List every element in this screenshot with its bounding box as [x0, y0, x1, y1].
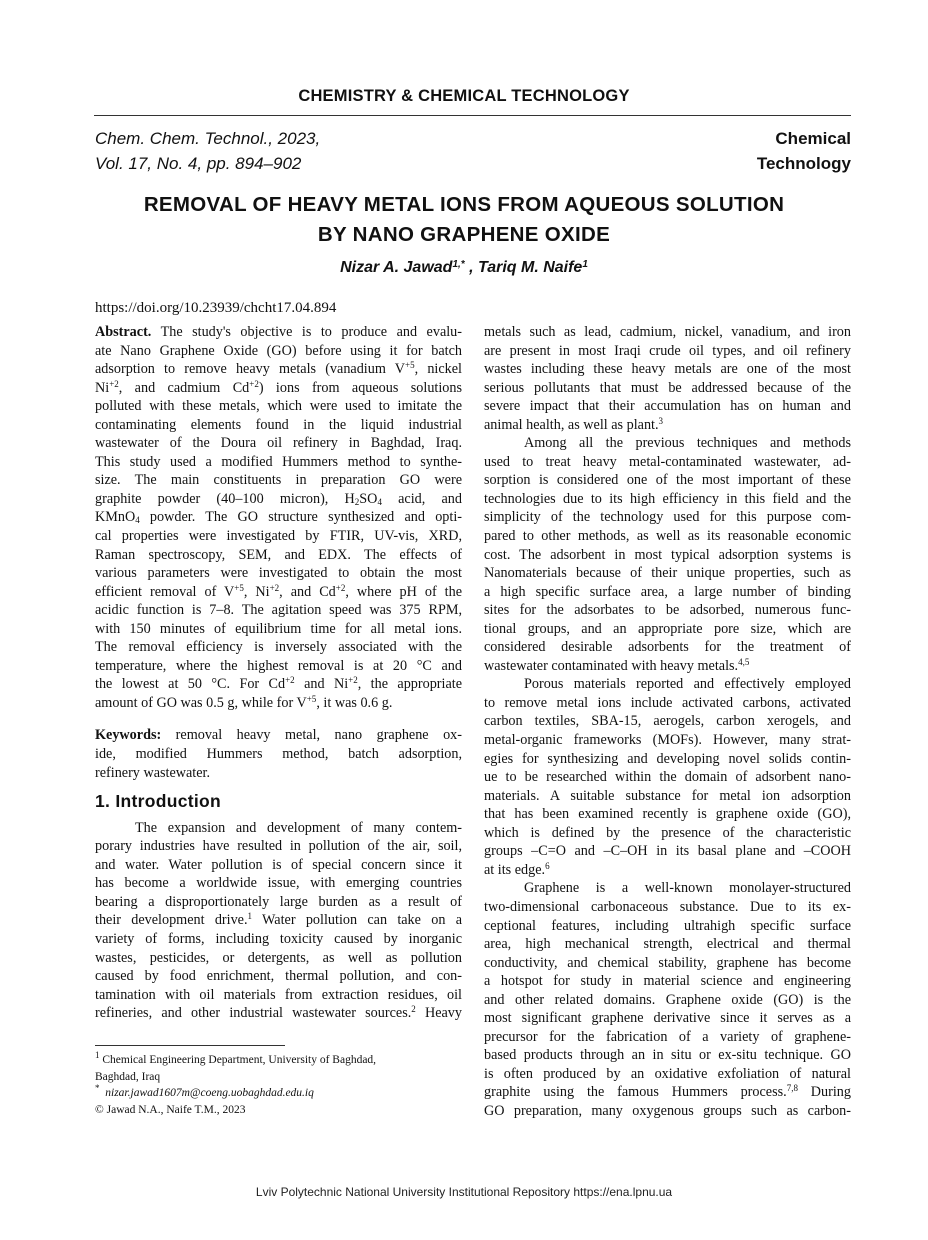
doi-link[interactable]: https://doi.org/10.23939/chcht17.04.894 [95, 300, 337, 316]
body-line: porary industries have resulted in pollution of the air, soil, [95, 838, 462, 855]
header-rule [94, 115, 851, 116]
body-line: precursor for the fabrication of a variety of graphene- [484, 1028, 851, 1045]
body-line: sorption is considered one of the most important of these [484, 472, 851, 489]
body-line: materials. A suitable substance for metal ion adsorption [484, 787, 851, 804]
title-line-1: REMOVAL OF HEAVY METAL IONS FROM AQUEOUS SOLUTION [143, 193, 785, 216]
affiliation-footnote: $^1$ Chemical Engineering Department, University of Baghdad, [95, 1050, 377, 1066]
body-line: graphite using the famous Hummers process.$^{7,8}$ During [484, 1083, 851, 1101]
body-line: tional groups, and an appropriate pore size, which are [484, 620, 851, 637]
author-affiliation-mark: 1 [582, 259, 588, 270]
body-line: wastewater contaminated with heavy metals.$^{4,5}$ [484, 656, 750, 674]
body-line: technologies due to its high efficiency in this field and the [484, 490, 851, 507]
abstract-line: $Ni^{+2}$, and cadmium $Cd^{+2}$) ions from aqueous solutions [95, 378, 463, 396]
abstract-line: polluted with these metals, which were used to imitate the [95, 398, 462, 415]
body-line: are present in most Iraqi crude oil types, and oil refinery [484, 342, 851, 359]
body-line: has become a worldwide issue, with emerging countries [95, 875, 462, 892]
abstract-line: with 150 minutes of equilibrium time for all metal ions. [95, 620, 462, 637]
body-line: a hotspot for study in material science and engineering [484, 973, 851, 990]
email-link[interactable]: nizar.jawad1607m@coeng.uobaghdad.edu.iq [105, 1087, 314, 1099]
body-line: and other related domains. Graphene oxide (GO) is the [484, 991, 851, 1008]
abstract-line: acidic function is 7–8. The agitation speed was 375 RPM, [95, 602, 462, 619]
citation-block [95, 126, 320, 176]
body-line: variety of forms, including toxicity caused by inorganic [95, 930, 462, 947]
footnotes [95, 1052, 376, 1118]
body-line: animal health, as well as plant.$^3$ [484, 415, 664, 433]
body-line: to remove metal ions include activated carbons, activated [484, 694, 851, 711]
body-line: ceptional features, including ultrahigh specific surface [484, 917, 851, 934]
body-line: most significant graphene derivative since it serves as a [484, 1010, 851, 1027]
body-line: metals such as lead, cadmium, nickel, vanadium, and iron [484, 324, 851, 340]
body-line: tamination with oil materials from extraction residues, oil [95, 986, 462, 1003]
abstract-line: The study's objective is to produce and evalu- [151, 324, 462, 340]
copyright-notice: © Jawad N.A., Naife T.M., 2023 [95, 1103, 246, 1116]
abstract-line: contaminating elements found in the liquid industrial [95, 416, 462, 433]
body-line: area, high mechanical strength, electrical and thermal [484, 936, 851, 953]
keywords-line: ide, modified Hummers method, batch adsorption, [95, 746, 462, 763]
body-line: cost. The adsorbent in most typical adsorption systems is [484, 546, 851, 563]
body-line: Nanomaterials because of their unique properties, such as [484, 565, 851, 582]
keywords [95, 726, 462, 782]
introduction-body-left [95, 819, 462, 1023]
body-line: is often produced by an oxidative exfoliation of natural [484, 1065, 851, 1082]
body-line: considered desirable adsorbents for the treatment of [484, 639, 851, 656]
body-line: two-dimensional carbonaceous substance. Due to its ex- [484, 898, 851, 915]
abstract-line: graphite powder (40–100 micron), $H_2SO_4$ acid, and [95, 490, 462, 507]
abstract-line: amount of GO was 0.5 g, while for $V^{+5}$, it was 0.6 g. [95, 693, 393, 711]
repository-footer: Lviv Polytechnic National University Institutional Repository https://ena.lpnu.ua [255, 1185, 673, 1199]
abstract [95, 323, 462, 712]
abstract-line: wastewater of the Doura oil refinery in Baghdad, Iraq. [95, 435, 462, 452]
left-column [95, 323, 462, 1023]
author-affiliation-mark: 1,* [452, 259, 465, 270]
body-line: which is defined by the presence of the characteristic [484, 824, 851, 841]
body-line: ue to be researched within the domain of adsorbent nano- [484, 769, 851, 786]
abstract-line: cal properties were investigated by FTIR, UV-vis, XRD, [95, 528, 462, 545]
citation-line-2: Vol. 17, No. 4, pp. 894–902 [95, 154, 302, 173]
body-line: metal-organic frameworks (MOFs). However, many strat- [484, 732, 851, 749]
keywords-line: removal heavy metal, nano graphene ox- [161, 727, 462, 744]
right-column [484, 323, 851, 1121]
section-line-1: Chemical [775, 129, 851, 148]
affiliation-footnote-cont: Baghdad, Iraq [95, 1070, 161, 1083]
abstract-line: the lowest at 50 °C. For $Cd^{+2}$ and $Ni^{+2}$, the appropriate [95, 675, 462, 693]
body-line: sites for the adsorbates to be adsorbed, numerous func- [484, 602, 851, 619]
body-line: severe impact that their accumulation has on human and [484, 398, 851, 415]
section-heading-introduction: 1. Introduction [95, 791, 222, 812]
author-name: Tariq M. Naife [478, 259, 583, 276]
abstract-line: KMnO$_4$ powder. The GO structure synthesized and opti- [95, 509, 462, 526]
abstract-line: This study used a modified Hummers method to synthe- [95, 453, 462, 470]
journal-running-head: CHEMISTRY & CHEMICAL TECHNOLOGY [298, 87, 630, 105]
keywords-line: refinery wastewater. [95, 764, 211, 781]
abstract-line: size. The main constituents in preparation GO were [95, 472, 462, 489]
body-line: simplicity of the technology used for this purpose com- [484, 509, 851, 526]
footnote-rule [95, 1045, 285, 1046]
author-list: Nizar A. Jawad$^{1,*}$ , Tariq M. Naife$^1$ [340, 259, 588, 276]
body-line: wastes, pesticides, or detergents, as well as pollution [95, 949, 462, 966]
paper-title [0, 190, 928, 250]
abstract-line: adsorption to remove heavy metals (vanadium $V^{+5}$, nickel [95, 360, 463, 378]
body-line: at its edge.$^6$ [484, 860, 550, 878]
section-line-2: Technology [756, 154, 851, 173]
abstract-line: ate Nano Graphene Oxide (GO) before using it for batch [95, 342, 462, 359]
body-line: carbon textiles, SBA-15, aerogels, carbon xerogels, and [484, 713, 851, 730]
abstract-line: various parameters were investigated to obtain the most [95, 565, 462, 582]
abstract-line: efficient removal of $V^{+5}$, $Ni^{+2}$, and $Cd^{+2}$, where pH of the [95, 582, 462, 600]
journal-section-label [757, 126, 851, 176]
body-line: groups –C=O and –C–OH in its basal plane and –COOH [484, 843, 851, 860]
body-line: Porous materials reported and effectively employed [524, 676, 851, 693]
keywords-label: Keywords: [95, 727, 162, 744]
abstract-line: The removal efficiency is inversely associated with the [95, 639, 462, 656]
citation-line-1: Chem. Chem. Technol., 2023, [95, 129, 321, 148]
body-line: refineries, and other industrial wastewater sources.$^2$ Heavy [95, 1004, 462, 1022]
body-line: bearing a disproportionately large burden as a result of [95, 893, 462, 910]
body-line: serious pollutants that must be addressed because of the [484, 379, 851, 396]
body-line: their development drive.$^1$ Water pollution can take on a [95, 911, 462, 929]
body-line: pared to other methods, as well as its reasonable economic [484, 528, 851, 545]
title-line-2: BY NANO GRAPHENE OXIDE [317, 223, 611, 246]
body-line: a high specific surface area, a large number of binding [484, 583, 851, 600]
body-line: GO preparation, many oxygenous groups such as carbon- [484, 1102, 851, 1119]
abstract-line: temperature, where the highest removal is at 20 °C and [95, 657, 462, 674]
body-line: The expansion and development of many contem- [135, 819, 462, 836]
body-line: and water. Water pollution is of special concern since it [95, 856, 462, 873]
body-line: that has been examined recently is graphene oxide (GO), [484, 806, 851, 823]
body-line: based products through an in situ or ex-situ technique. GO [484, 1047, 851, 1064]
body-line: used to treat heavy metal-contaminated wastewater, ad- [484, 453, 851, 470]
abstract-line: Raman spectroscopy, SEM, and EDX. The effects of [95, 546, 462, 563]
body-line: Graphene is a well-known monolayer-structured [524, 880, 851, 897]
body-line: caused by food enrichment, thermal pollution, and con- [95, 968, 462, 985]
corresponding-email-footnote: * nizar.jawad1607m@coeng.uobaghdad.edu.iq [95, 1083, 314, 1099]
body-line: wastes including these heavy metals are one of the most [484, 361, 851, 378]
author-name: Nizar A. Jawad [340, 259, 453, 276]
body-line: egies for synthesizing and developing novel solids contin- [484, 750, 851, 767]
body-line: Among all the previous techniques and methods [524, 435, 851, 452]
body-line: conductivity, and chemical stability, graphene has become [484, 954, 851, 971]
abstract-label: Abstract. [95, 324, 152, 340]
